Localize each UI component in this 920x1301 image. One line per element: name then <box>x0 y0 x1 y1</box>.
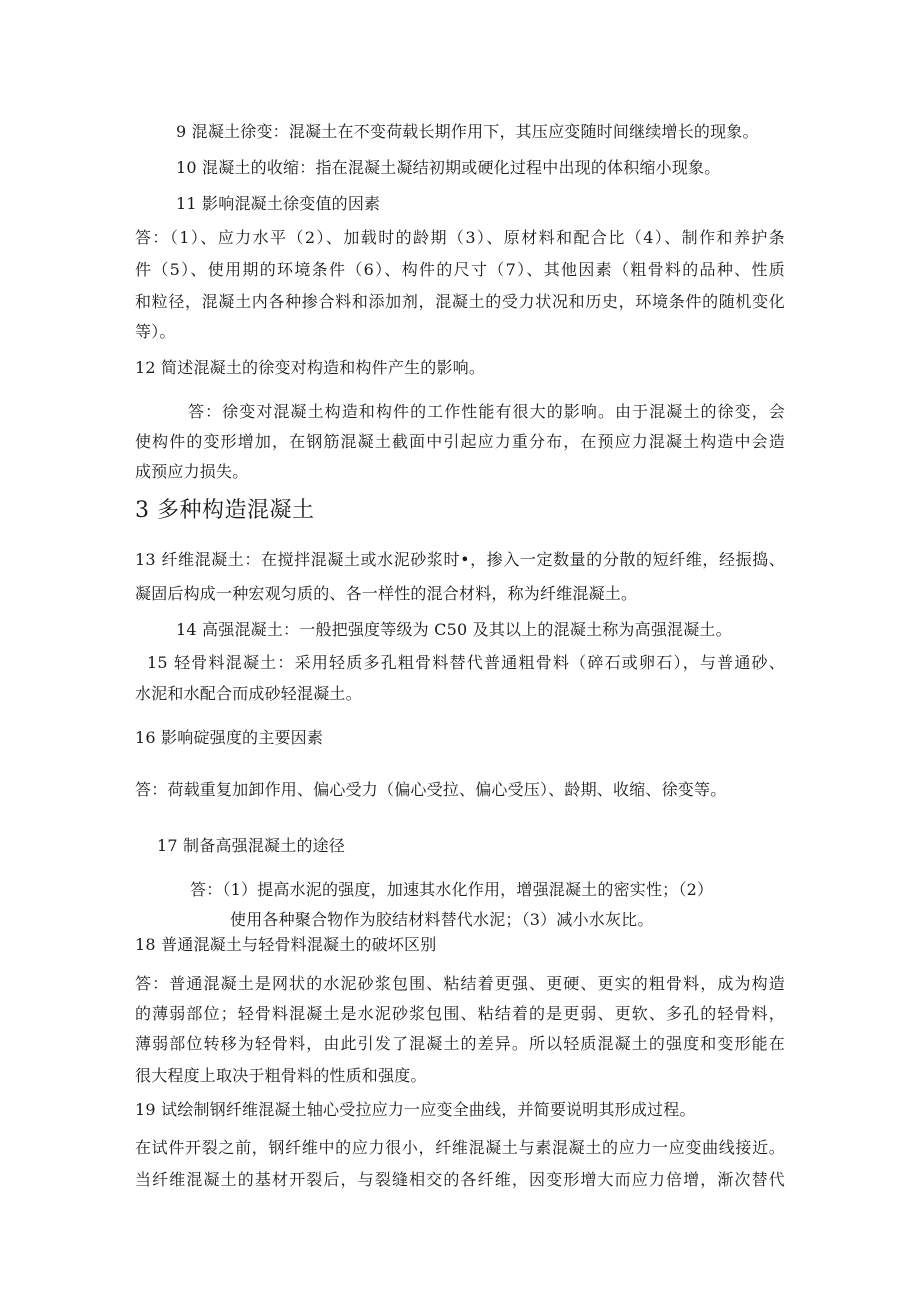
item-11-answer-line-2: 件（5）、使用期的环境条件（6）、构件的尺寸（7）、其他因素（粗骨料的品种、性质 <box>135 260 785 279</box>
item-19-answer-line-1: 在试件开裂之前，钢纤维中的应力很小，纤维混凝土与素混凝土的应力一应变曲线接近。 <box>135 1138 785 1157</box>
item-12-answer-line-1: 答：徐变对混凝土构造和构件的工作性能有很大的影响。由于混凝土的徐变，会 <box>188 402 785 421</box>
item-11-title: 11 影响混凝土徐变值的因素 <box>176 194 381 213</box>
item-11-answer-line-3: 和粒径，混凝土内各种掺合料和添加剂，混凝土的受力状况和历史，环境条件的随机变化 <box>135 292 785 311</box>
item-19-answer-line-2: 当纤维混凝土的基材开裂后，与裂缝相交的各纤维，因变形增大而应力倍增，渐次替代 <box>135 1170 785 1189</box>
item-18-answer-line-3: 薄弱部位转移为轻骨料，由此引发了混凝土的差异。所以轻质混凝土的强度和变形能在 <box>135 1034 785 1053</box>
item-12-title: 12 简述混凝土的徐变对构造和构件产生的影响。 <box>135 358 486 377</box>
item-11-answer-line-4: 等）。 <box>135 322 176 341</box>
item-18-answer-line-4: 很大程度上取决于粗骨料的性质和强度。 <box>135 1066 427 1085</box>
item-18-answer-line-1: 答：普通混凝土是网状的水泥砂浆包围、粘结着更强、更硬、更实的粗骨料，成为构造 <box>135 974 785 993</box>
item-17-answer-line-2: 使用各种聚合物作为胶结材料替代水泥；（3）减小水灰比。 <box>230 910 654 929</box>
item-17-answer-line-1: 答：（1）提高水泥的强度，加速其水化作用，增强混凝土的密实性；（2） <box>190 880 714 899</box>
section-3-heading: 3 多种构造混凝土 <box>135 498 315 523</box>
item-15-line-1: 15 轻骨料混凝土：采用轻质多孔粗骨料替代普通粗骨料（碎石或卵石），与普通砂、 <box>147 653 785 672</box>
item-13-line-2: 凝固后构成一种宏观匀质的、各一样性的混合材料，称为纤维混凝土。 <box>135 584 638 603</box>
item-9-creep-definition: 9 混凝土徐变：混凝土在不变荷载长期作用下，其压应变随时间继续增长的现象。 <box>176 122 759 141</box>
item-17-title: 17 制备高强混凝土的途径 <box>157 836 346 855</box>
item-18-title: 18 普通混凝土与轻骨料混凝土的破坏区别 <box>135 935 437 954</box>
item-16-answer: 答：荷载重复加卸作用、偏心受力（偏心受拉、偏心受压）、龄期、收缩、徐变等。 <box>135 780 727 799</box>
item-15-line-2: 水泥和水配合而成砂轻混凝土。 <box>135 684 362 703</box>
item-11-answer-line-1: 答：（1）、应力水平（2）、加载时的龄期（3）、原材料和配合比（4）、制作和养护条 <box>135 228 785 247</box>
item-12-answer-line-2: 使构件的变形增加，在钢筋混凝土截面中引起应力重分布，在预应力混凝土构造中会造 <box>135 432 785 451</box>
item-18-answer-line-2: 的薄弱部位；轻骨料混凝土是水泥砂浆包围、粘结着的是更弱、更软、多孔的轻骨料， <box>135 1004 785 1023</box>
item-13-line-1: 13 纤维混凝土：在搅拌混凝土或水泥砂浆时•，掺入一定数量的分散的短纤维，经振捣、 <box>135 550 785 569</box>
item-16-title: 16 影响碇强度的主要因素 <box>135 728 324 747</box>
item-19-title: 19 试绘制钢纤维混凝土轴心受拉应力一应变全曲线，并简要说明其形成过程。 <box>135 1100 696 1119</box>
item-10-shrinkage-definition: 10 混凝土的收缩：指在混凝土凝结初期或硬化过程中出现的体积缩小现象。 <box>176 158 721 177</box>
item-14-high-strength-concrete: 14 高强混凝土：一般把强度等级为 C50 及其以上的混凝土称为高强混凝土。 <box>176 620 732 639</box>
item-12-answer-line-3: 成预应力损失。 <box>135 462 249 481</box>
